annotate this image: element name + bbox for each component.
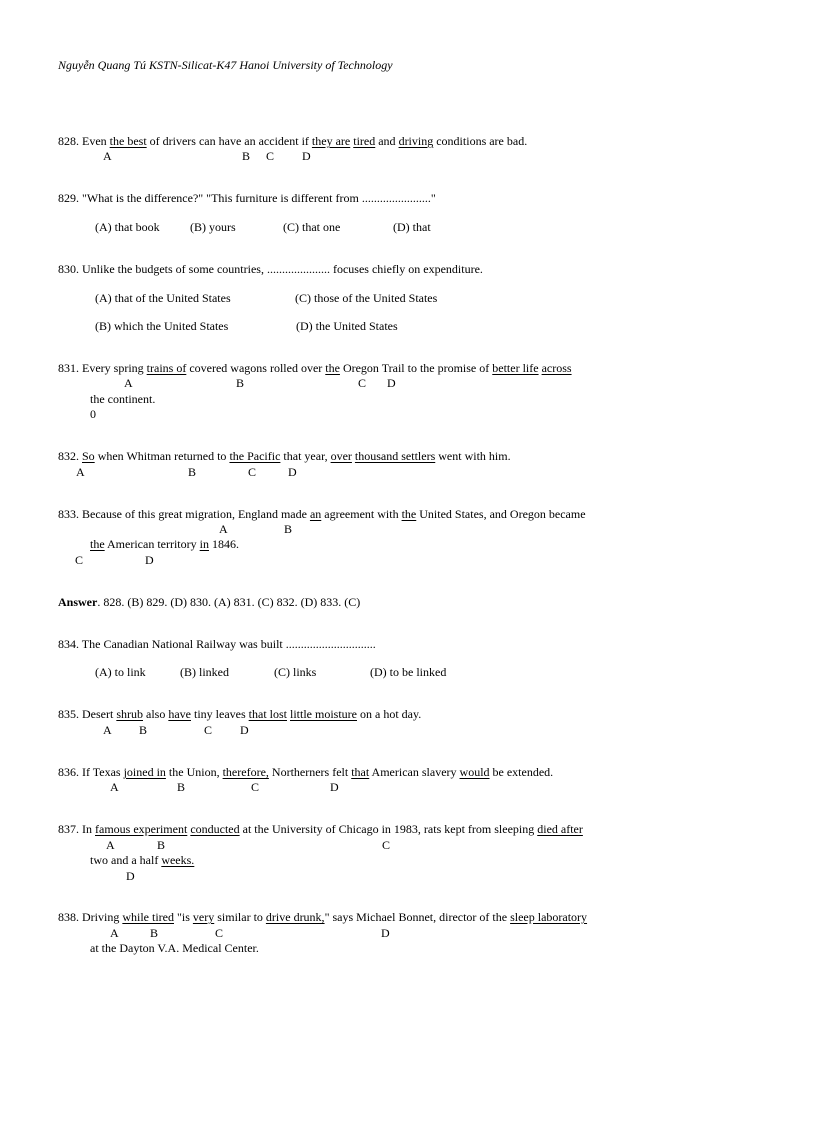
- marker-b: B: [157, 838, 166, 852]
- marker-b: B: [150, 926, 159, 940]
- question-833: 833. Because of this great migration, England made an agreement with the United States, and Oregon became: [58, 507, 586, 521]
- question-836: 836. If Texas joined in the Union, therefore, Northerners felt that American slavery would be extended.: [58, 765, 554, 779]
- question-831-continuation: the continent.: [90, 392, 156, 406]
- marker-a: A: [124, 376, 133, 390]
- marker-b: B: [177, 780, 186, 794]
- question-837: 837. In famous experiment conducted at the University of Chicago in 1983, rats kept from sleeping died after: [58, 822, 583, 836]
- marker-d: D: [387, 376, 396, 390]
- option-c: (C) those of the United States: [295, 291, 438, 305]
- marker-d: D: [126, 869, 135, 883]
- option-b: (B) linked: [180, 665, 229, 679]
- marker-b: B: [242, 149, 251, 163]
- marker-d: D: [302, 149, 311, 163]
- option-b: (B) yours: [190, 220, 236, 234]
- marker-c: C: [358, 376, 367, 390]
- question-838: 838. Driving while tired "is very similar to drive drunk," says Michael Bonnet, director of the sleep laboratory: [58, 910, 588, 924]
- marker-c: C: [382, 838, 391, 852]
- marker-b: B: [236, 376, 245, 390]
- question-835: 835. Desert shrub also have tiny leaves that lost little moisture on a hot day.: [58, 707, 422, 721]
- marker-d: D: [381, 926, 390, 940]
- option-a: (A) that book: [95, 220, 160, 234]
- marker-c: C: [266, 149, 275, 163]
- page-header: Nguyễn Quang Tú KSTN-Silicat-K47 Hanoi University of Technology: [58, 58, 393, 72]
- marker-b: B: [188, 465, 197, 479]
- question-834: 834. The Canadian National Railway was built ..............................: [58, 637, 376, 651]
- option-b: (B) which the United States: [95, 319, 229, 333]
- question-829: 829. "What is the difference?" "This furniture is different from .......................": [58, 191, 436, 205]
- marker-a: A: [219, 522, 228, 536]
- option-c: (C) links: [274, 665, 317, 679]
- marker-a: A: [103, 149, 112, 163]
- marker-c: C: [248, 465, 257, 479]
- question-838-continuation: at the Dayton V.A. Medical Center.: [90, 941, 259, 955]
- option-d: (D) that: [393, 220, 431, 234]
- question-828: 828. Even the best of drivers can have an accident if they are tired and driving conditions are bad.: [58, 134, 528, 148]
- marker-b: B: [139, 723, 148, 737]
- option-d: (D) to be linked: [370, 665, 447, 679]
- marker-d: D: [330, 780, 339, 794]
- marker-b: B: [284, 522, 293, 536]
- question-831: 831. Every spring trains of covered wagons rolled over the Oregon Trail to the promise of better life across: [58, 361, 572, 375]
- marker-a: A: [110, 926, 119, 940]
- marker-d: D: [240, 723, 249, 737]
- option-a: (A) that of the United States: [95, 291, 231, 305]
- marker-a: A: [76, 465, 85, 479]
- question-833-continuation: the American territory in 1846.: [90, 537, 239, 551]
- option-c: (C) that one: [283, 220, 341, 234]
- question-832: 832. So when Whitman returned to the Pacific that year, over thousand settlers went with him.: [58, 449, 511, 463]
- question-837-continuation: two and a half weeks.: [90, 853, 195, 867]
- option-d: (D) the United States: [296, 319, 398, 333]
- question-830: 830. Unlike the budgets of some countries, ..................... focuses chiefly on expenditure.: [58, 262, 483, 276]
- marker-a: A: [103, 723, 112, 737]
- marker-c: C: [75, 553, 84, 567]
- marker-a: A: [110, 780, 119, 794]
- marker-d: D: [288, 465, 297, 479]
- marker-zero: 0: [90, 407, 96, 421]
- marker-c: C: [215, 926, 224, 940]
- answer-key: Answer. 828. (B) 829. (D) 830. (A) 831. (C) 832. (D) 833. (C): [58, 595, 361, 609]
- marker-d: D: [145, 553, 154, 567]
- option-a: (A) to link: [95, 665, 146, 679]
- marker-a: A: [106, 838, 115, 852]
- marker-c: C: [204, 723, 213, 737]
- marker-c: C: [251, 780, 260, 794]
